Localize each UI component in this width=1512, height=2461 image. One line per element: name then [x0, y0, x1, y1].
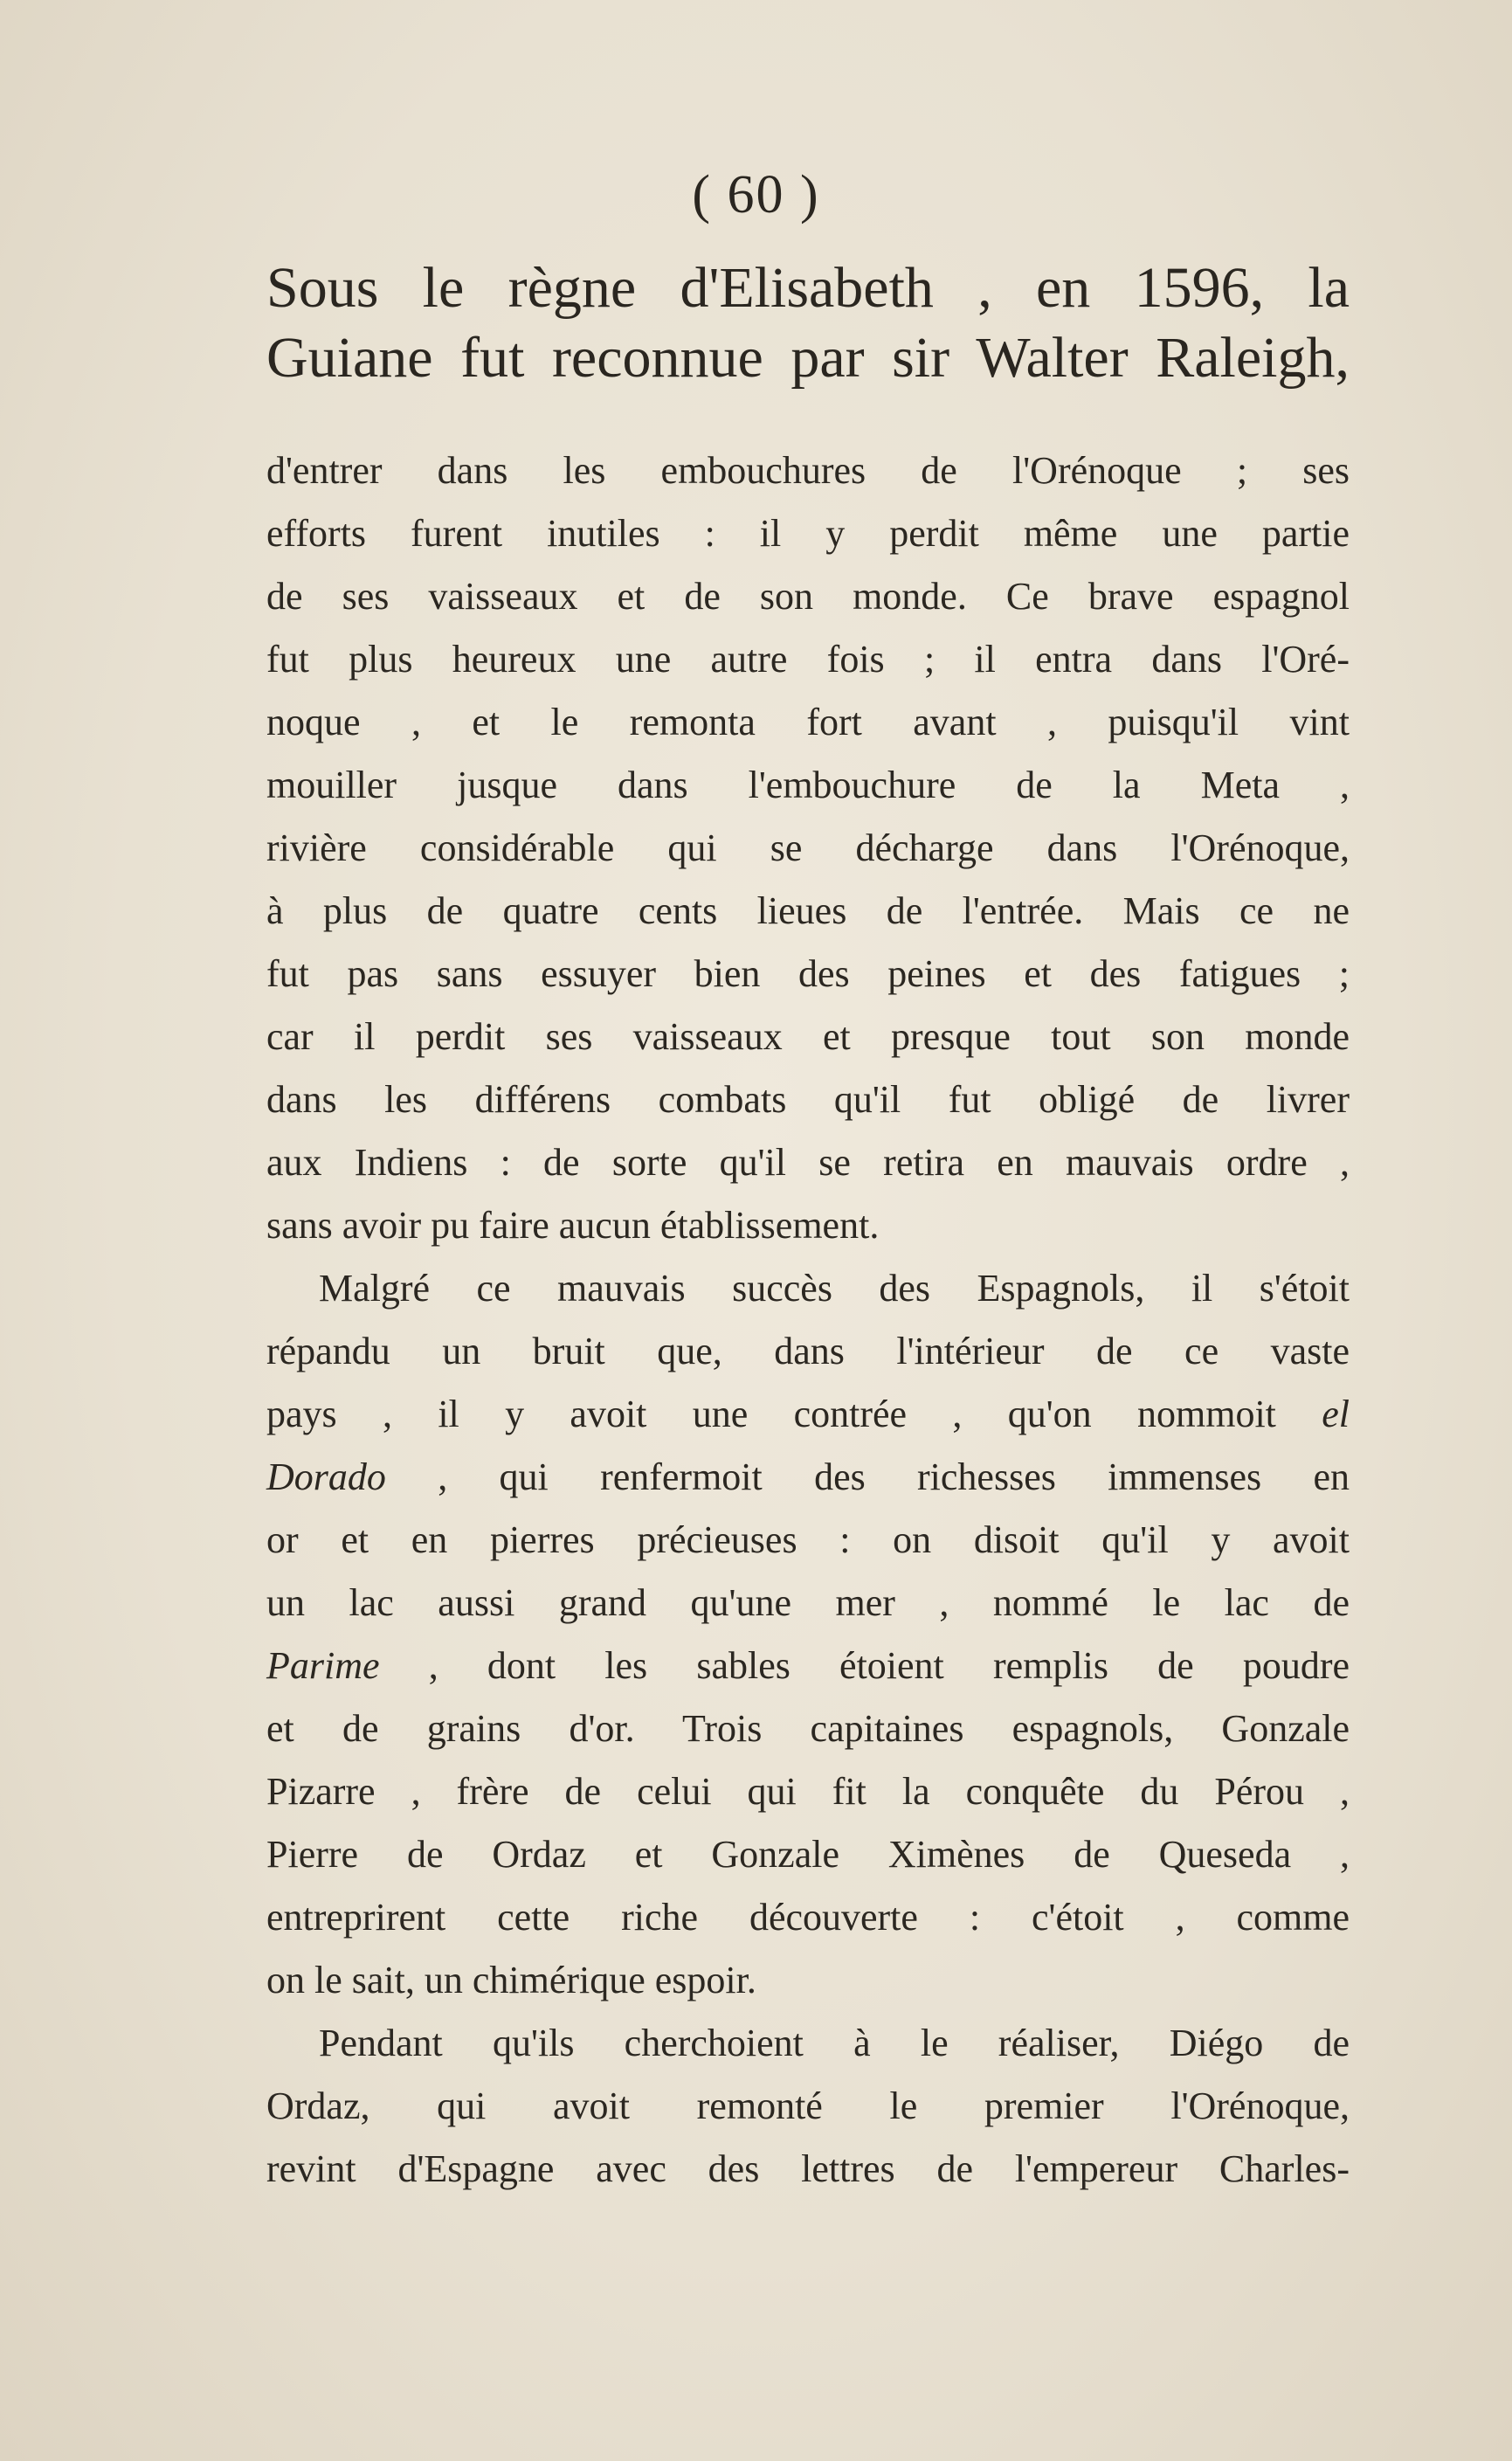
text-line: revint d'Espagne avec des lettres de l'empereur Charles-	[266, 2147, 1350, 2190]
text-line: de ses vaisseaux et de son monde. Ce brave espagnol	[266, 575, 1350, 618]
title-line: Guiane fut reconnue par sir Walter Raleigh,	[266, 326, 1350, 390]
italic-fragment: Dorado	[266, 1455, 386, 1498]
text-line: à plus de quatre cents lieues de l'entrée. Mais ce ne	[266, 889, 1350, 932]
text-line: dans les différens combats qu'il fut obligé de livrer	[266, 1078, 1350, 1121]
text-line: sans avoir pu faire aucun établissement.	[266, 1204, 880, 1247]
text-line: mouiller jusque dans l'embouchure de la Meta ,	[266, 764, 1350, 806]
chapter-opening	[266, 253, 1350, 393]
italic-fragment: Parime	[266, 1644, 380, 1687]
text-line: noque , et le remonta fort avant , puisqu'il vint	[266, 701, 1350, 743]
text-line	[266, 1383, 1350, 1446]
text-line: et de grains d'or. Trois capitaines espagnols, Gonzale	[266, 1707, 1350, 1750]
text-line: efforts furent inutiles : il y perdit même une partie	[266, 512, 1350, 555]
text-line: car il perdit ses vaisseaux et presque tout son monde	[266, 1015, 1350, 1058]
text-line: Pizarre , frère de celui qui fit la conquête du Pérou ,	[266, 1770, 1350, 1813]
text-line: répandu un bruit que, dans l'intérieur de ce vaste	[266, 1330, 1350, 1372]
text-line: on le sait, un chimérique espoir.	[266, 1959, 756, 2001]
body-text	[266, 439, 1350, 2201]
italic-fragment: el	[1322, 1393, 1350, 1435]
text-fragment: , dont les sables étoient remplis de poudre	[428, 1644, 1350, 1687]
text-line: entreprirent cette riche découverte : c'étoit , comme	[266, 1896, 1350, 1939]
text-line: Ordaz, qui avoit remonté le premier l'Orénoque,	[266, 2084, 1350, 2127]
text-line: rivière considérable qui se décharge dans l'Orénoque,	[266, 826, 1350, 869]
text-line: aux Indiens : de sorte qu'il se retira en mauvais ordre ,	[266, 1141, 1350, 1184]
title-line: Sous le règne d'Elisabeth , en 1596, la	[266, 256, 1350, 320]
text-line	[266, 1635, 1350, 1697]
text-line: or et en pierres précieuses : on disoit qu'il y avoit	[266, 1518, 1350, 1561]
text-line: un lac aussi grand qu'une mer , nommé le lac de	[266, 1581, 1350, 1624]
text-line: d'entrer dans les embouchures de l'Orénoque ; ses	[266, 449, 1350, 492]
text-line: Pendant qu'ils cherchoient à le réaliser, Diégo de	[319, 2022, 1350, 2064]
text-line: Malgré ce mauvais succès des Espagnols, il s'étoit	[319, 1267, 1350, 1310]
text-fragment: , qui renfermoit des richesses immenses en	[438, 1455, 1350, 1498]
text-line: fut plus heureux une autre fois ; il entra dans l'Oré-	[266, 638, 1350, 681]
text-line: Pierre de Ordaz et Gonzale Ximènes de Queseda ,	[266, 1833, 1350, 1876]
page-number: ( 60 )	[692, 165, 820, 225]
text-fragment: pays , il y avoit une contrée , qu'on nommoit	[266, 1393, 1276, 1435]
text-line: fut pas sans essuyer bien des peines et des fatigues ;	[266, 952, 1350, 995]
text-line	[266, 1446, 1350, 1509]
